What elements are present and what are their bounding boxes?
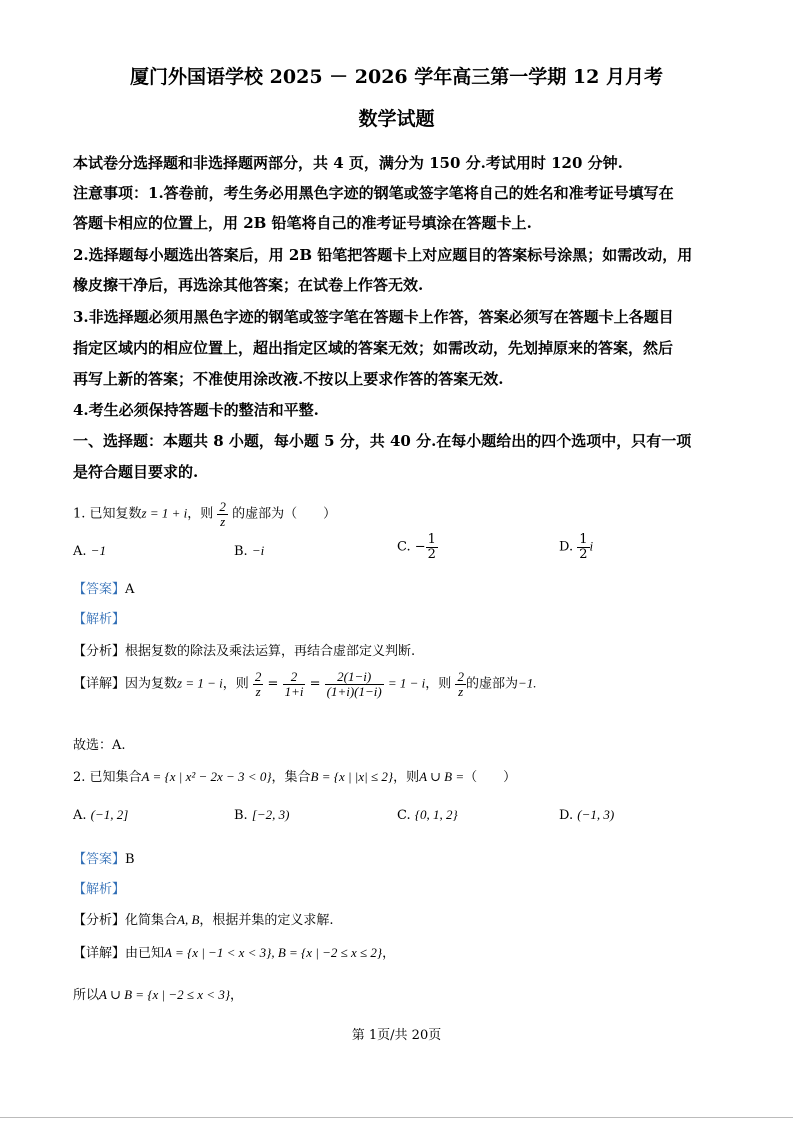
option-label: B. <box>234 544 248 559</box>
option-d <box>559 533 593 561</box>
fenxi-tag: 【分析】 <box>73 644 126 659</box>
detail-tag: 【详解】 <box>73 676 126 692</box>
option-label: C. <box>397 539 411 555</box>
option-d <box>559 807 614 823</box>
section-heading-line: 是符合题目要求的. <box>73 463 199 481</box>
instruction-line: 答题卡相应的位置上，用 2B 铅笔将自己的准考证号填涂在答题卡上. <box>73 214 532 232</box>
detail-fraction <box>455 670 466 698</box>
fraction-num: 2 <box>457 669 464 684</box>
option-text: [−2, 3) <box>251 807 290 822</box>
detail-text: 因为复数 <box>125 676 178 692</box>
option-a <box>73 807 128 823</box>
q1-mid: ，则 <box>187 506 214 522</box>
detail-fraction <box>283 670 306 698</box>
page-footer: 第 1页/共 20页 <box>351 1028 442 1043</box>
option-text: {0, 1, 2} <box>414 807 458 822</box>
question-2-stem <box>73 766 516 785</box>
detail-expr: −1. <box>517 675 537 691</box>
detail-text: 的虚部为 <box>465 676 518 692</box>
q1-expr: z = 1 + i <box>141 505 188 521</box>
page-subtitle: 数学试题 <box>358 108 435 130</box>
fraction-num: 2(1−i) <box>325 670 384 685</box>
detail-text: ， <box>382 946 396 961</box>
option-fraction-den: 2 <box>579 546 588 562</box>
question-1-stem <box>73 500 336 528</box>
analysis-line <box>73 878 125 897</box>
answer-value: B <box>125 852 135 867</box>
instruction-line: 2.选择题每小题选出答案后，用 2B 铅笔把答题卡上对应题目的答案标号涂黑；如需改动，用 <box>73 246 693 264</box>
detail-text: ，则 <box>222 676 249 692</box>
q2-union: A ∪ B = <box>419 769 465 784</box>
option-tail: i <box>589 538 594 554</box>
option-c <box>397 807 458 823</box>
so-text: ， <box>230 988 244 1003</box>
option-label: C. <box>397 808 411 823</box>
detail-line: 【详解】因为复数z = 1 − i，则 $\frac{2}{z}$ = $\frac{2}{1+i}$ = $\frac{2(1-i)}{(1+i)(1-i)}$ = 1 − i，则 $\frac{2}{z}$ 的虚部为−1. <box>73 669 537 699</box>
analysis-line <box>73 608 125 627</box>
q2-suffix: （ ） <box>464 770 517 785</box>
fraction-den: z <box>458 683 464 699</box>
answer-value: A <box>125 582 135 597</box>
fenxi-line <box>73 909 334 928</box>
conclusion-line: 故选：A. <box>73 738 126 753</box>
fraction-num: 2 <box>283 670 306 685</box>
option-label: D. <box>559 539 574 555</box>
fraction-den: z <box>255 683 261 699</box>
option-c <box>397 533 438 561</box>
answer-tag: 【答案】 <box>73 852 126 867</box>
detail-expr: A = {x | −1 < x < 3}, B = {x | −2 ≤ x ≤ 2} <box>164 945 383 960</box>
option-fraction-den: 2 <box>427 546 436 562</box>
detail-expr: = 1 − i <box>387 675 426 691</box>
detail-tag: 【详解】 <box>73 946 126 961</box>
fenxi-tag: 【分析】 <box>73 913 126 928</box>
fenxi-text: 化简集合 <box>125 913 178 928</box>
so-line <box>73 984 243 1003</box>
analysis-tag: 【解析】 <box>73 882 126 897</box>
so-text: 所以 <box>73 988 100 1003</box>
answer-line <box>73 848 135 867</box>
fenxi-line <box>73 640 415 659</box>
instruction-line: 注意事项：1.答卷前，考生务必用黑色字迹的钢笔或签字笔将自己的姓名和准考证号填写在 <box>73 184 674 202</box>
detail-text: 由已知 <box>125 946 165 961</box>
fraction-num: 2 <box>254 669 262 684</box>
q2-set-a: A = {x | x² − 2x − 3 < 0} <box>141 769 272 784</box>
q1-fraction-den: z <box>220 513 226 529</box>
fraction-den: 1+i <box>284 683 304 699</box>
option-text: (−1, 2] <box>90 807 129 822</box>
q2-mid: ，集合 <box>271 770 311 785</box>
option-label: A. <box>73 808 87 823</box>
option-label: A. <box>73 544 87 559</box>
option-label: B. <box>234 808 248 823</box>
q1-suffix: 的虚部为（ ） <box>232 506 337 522</box>
q2-set-b: B = {x | |x| ≤ 2} <box>310 769 394 784</box>
instruction-line: 本试卷分选择题和非选择题两部分，共 4 页，满分为 150 分.考试用时 120 分钟. <box>73 154 623 172</box>
instruction-line: 橡皮擦干净后，再选涂其他答案；在试卷上作答无效. <box>73 276 424 294</box>
option-fraction <box>426 533 438 561</box>
page-divider <box>0 1117 793 1118</box>
q1-fraction <box>217 500 228 528</box>
instruction-line: 4.考生必须保持答题卡的整洁和平整. <box>73 401 319 419</box>
detail-text: ，则 <box>425 676 452 692</box>
instruction-line: 指定区域内的相应位置上，超出指定区域的答案无效；如需改动，先划掉原来的答案，然后 <box>73 339 674 357</box>
q1-prefix: 1. 已知复数 <box>73 506 142 522</box>
q2-mid: ，则 <box>393 770 420 785</box>
answer-tag: 【答案】 <box>73 582 126 597</box>
option-b <box>234 807 290 823</box>
page-title: 厦门外国语学校 2025 － 2026 学年高三第一学期 12 月月考 <box>130 66 663 88</box>
fenxi-text: 根据复数的除法及乘法运算，再结合虚部定义判断. <box>125 644 416 659</box>
option-fraction-num: 1 <box>579 532 588 547</box>
option-text: −i <box>251 543 265 558</box>
fraction-den: (1+i)(1−i) <box>326 683 382 699</box>
q2-prefix: 2. 已知集合 <box>73 770 142 785</box>
option-label: D. <box>559 808 574 823</box>
option-fraction-num: 1 <box>427 532 436 547</box>
option-text: (−1, 3) <box>577 807 615 822</box>
section-heading-line: 一、选择题：本题共 8 小题，每小题 5 分，共 40 分.在每小题给出的四个选项中，只有一项 <box>73 432 692 450</box>
option-sign: − <box>414 539 426 555</box>
detail-line <box>73 942 395 961</box>
detail-expr: z = 1 − i <box>177 675 223 691</box>
detail-fraction <box>253 670 264 698</box>
so-expr: A ∪ B = {x | −2 ≤ x < 3} <box>99 987 231 1002</box>
option-a <box>73 543 106 559</box>
answer-line <box>73 578 134 597</box>
instruction-line: 再写上新的答案；不准使用涂改液.不按以上要求作答的答案无效. <box>73 370 504 388</box>
option-text: −1 <box>90 543 106 558</box>
instruction-line: 3.非选择题必须用黑色字迹的钢笔或签字笔在答题卡上作答，答案必须写在答题卡上各题目 <box>73 308 674 326</box>
option-fraction <box>577 533 589 561</box>
detail-fraction <box>325 670 384 698</box>
fenxi-text: ，根据并集的定义求解. <box>199 913 334 928</box>
q1-fraction-num: 2 <box>219 499 226 514</box>
option-b <box>234 543 264 559</box>
fenxi-expr: A, B <box>177 912 200 927</box>
analysis-tag: 【解析】 <box>73 612 126 627</box>
